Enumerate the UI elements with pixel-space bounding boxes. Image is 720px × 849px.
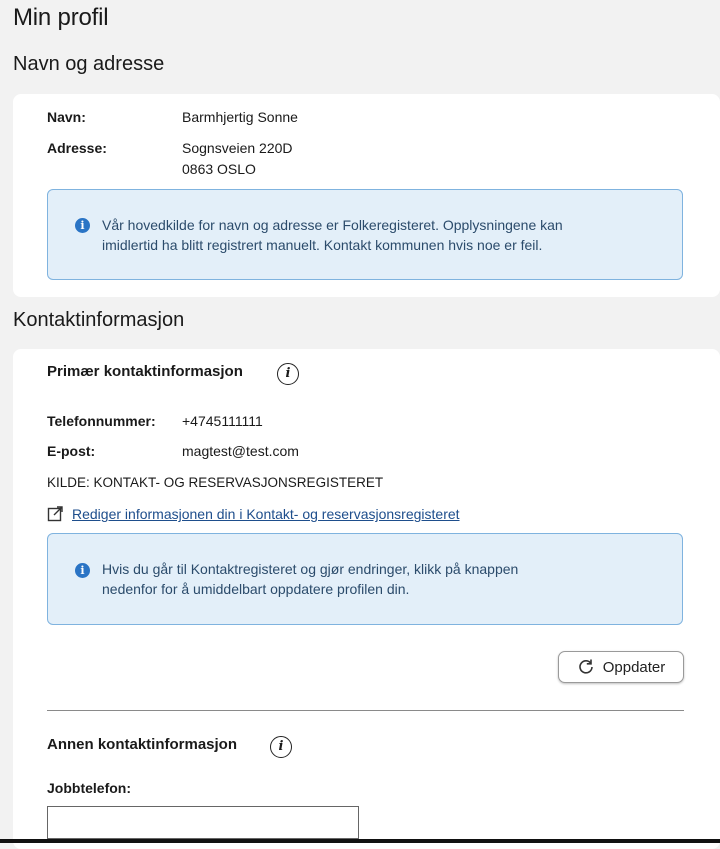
- update-button[interactable]: [558, 651, 684, 683]
- address-line-2: 0863 OSLO: [182, 161, 256, 177]
- info-line: Vår hovedkilde for navn og adresse er Folkeregisteret. Opplysningene kan: [102, 217, 563, 233]
- address-label: Adresse:: [47, 140, 107, 156]
- divider: [47, 710, 684, 711]
- krr-info-text: [102, 559, 662, 599]
- other-contact-heading: Annen kontaktinformasjon: [47, 736, 238, 753]
- window-bottom-edge: [0, 839, 720, 843]
- work-phone-input[interactable]: [47, 806, 359, 839]
- contact-heading: Kontaktinformasjon: [13, 309, 185, 331]
- source-text: KILDE: KONTAKT- OG RESERVASJONSREGISTERET: [47, 475, 384, 490]
- phone-label: Telefonnummer:: [47, 413, 156, 429]
- phone-value: +4745111111: [182, 413, 263, 429]
- krr-edit-link[interactable]: [47, 505, 460, 522]
- name-address-card: [13, 94, 720, 297]
- email-value: magtest@test.com: [182, 443, 299, 459]
- folkeregister-info-text: [102, 215, 662, 255]
- name-value: Barmhjertig Sonne: [182, 109, 298, 125]
- name-address-heading: Navn og adresse: [13, 53, 165, 75]
- contact-card: [13, 349, 720, 849]
- info-line: imidlertid ha blitt registrert manuelt. Kontakt kommunen hvis noe er feil.: [102, 237, 543, 253]
- address-line-1: Sognsveien 220D: [182, 140, 293, 156]
- info-icon: i: [75, 563, 90, 578]
- info-icon: i: [75, 218, 90, 233]
- work-phone-label: Jobbtelefon:: [47, 780, 131, 796]
- info-line: Hvis du går til Kontaktregisteret og gjør endringer, klikk på knappen: [102, 561, 519, 577]
- page-title: Min profil: [13, 4, 109, 31]
- primary-contact-heading: Primær kontaktinformasjon: [47, 363, 243, 380]
- help-icon[interactable]: i: [277, 363, 299, 385]
- krr-edit-link-text[interactable]: Rediger informasjonen din i Kontakt- og reservasjonsregisteret: [72, 506, 460, 522]
- info-line: nedenfor for å umiddelbart oppdatere profilen din.: [102, 581, 410, 597]
- external-link-icon: [47, 505, 64, 522]
- refresh-icon: [577, 658, 595, 676]
- email-label: E-post:: [47, 443, 96, 459]
- update-button-label: Oppdater: [602, 658, 666, 676]
- folkeregister-info-box: [47, 189, 683, 280]
- help-icon[interactable]: i: [270, 736, 292, 758]
- krr-info-box: [47, 533, 683, 625]
- name-label: Navn:: [47, 109, 86, 125]
